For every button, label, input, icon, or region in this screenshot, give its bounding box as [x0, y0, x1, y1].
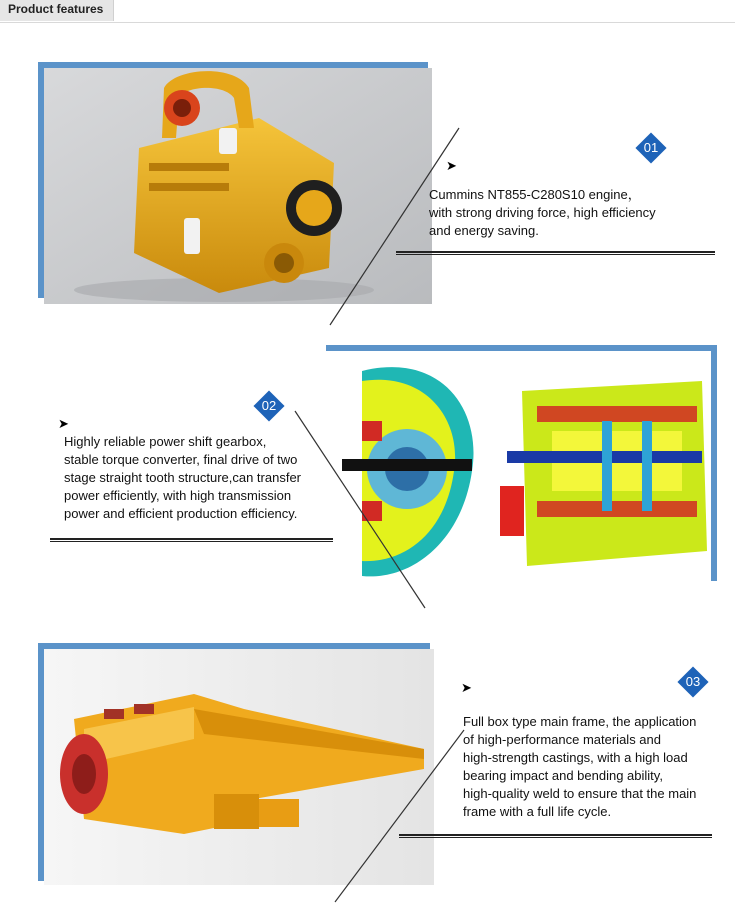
divider-2 — [50, 538, 333, 542]
tab-product-features[interactable]: Product features — [0, 0, 114, 21]
feature-number-badge-2: 02 — [254, 391, 284, 421]
tab-bar — [0, 0, 735, 23]
feature-description-3: Full box type main frame, the application of high-performance materials and high-strength castings, with a high load bearing impact and bending ability, high-quality weld to ensure that the main frame with a full life cycle. — [463, 714, 697, 819]
feature-number-badge-3: 03 — [678, 667, 708, 697]
arrow-icon: ➤ — [446, 158, 457, 173]
feature-description-1: Cummins NT855-C280S10 engine， with strong driving force, high efficiency and energy saving. — [429, 187, 656, 238]
arrow-icon: ➤ — [58, 416, 69, 431]
accent-bar-right-2 — [711, 345, 717, 581]
diagonal-line-3 — [330, 727, 470, 907]
feature-description-2: Highly reliable power shift gearbox, stable torque converter, final drive of two stage straight tooth structure,can transfer power efficiently, with high transmission power and efficient production efficiency. — [64, 434, 302, 521]
divider-3 — [399, 834, 712, 838]
feature-number-badge-1: 01 — [636, 133, 666, 163]
divider-1 — [396, 251, 715, 255]
arrow-icon: ➤ — [461, 680, 472, 695]
